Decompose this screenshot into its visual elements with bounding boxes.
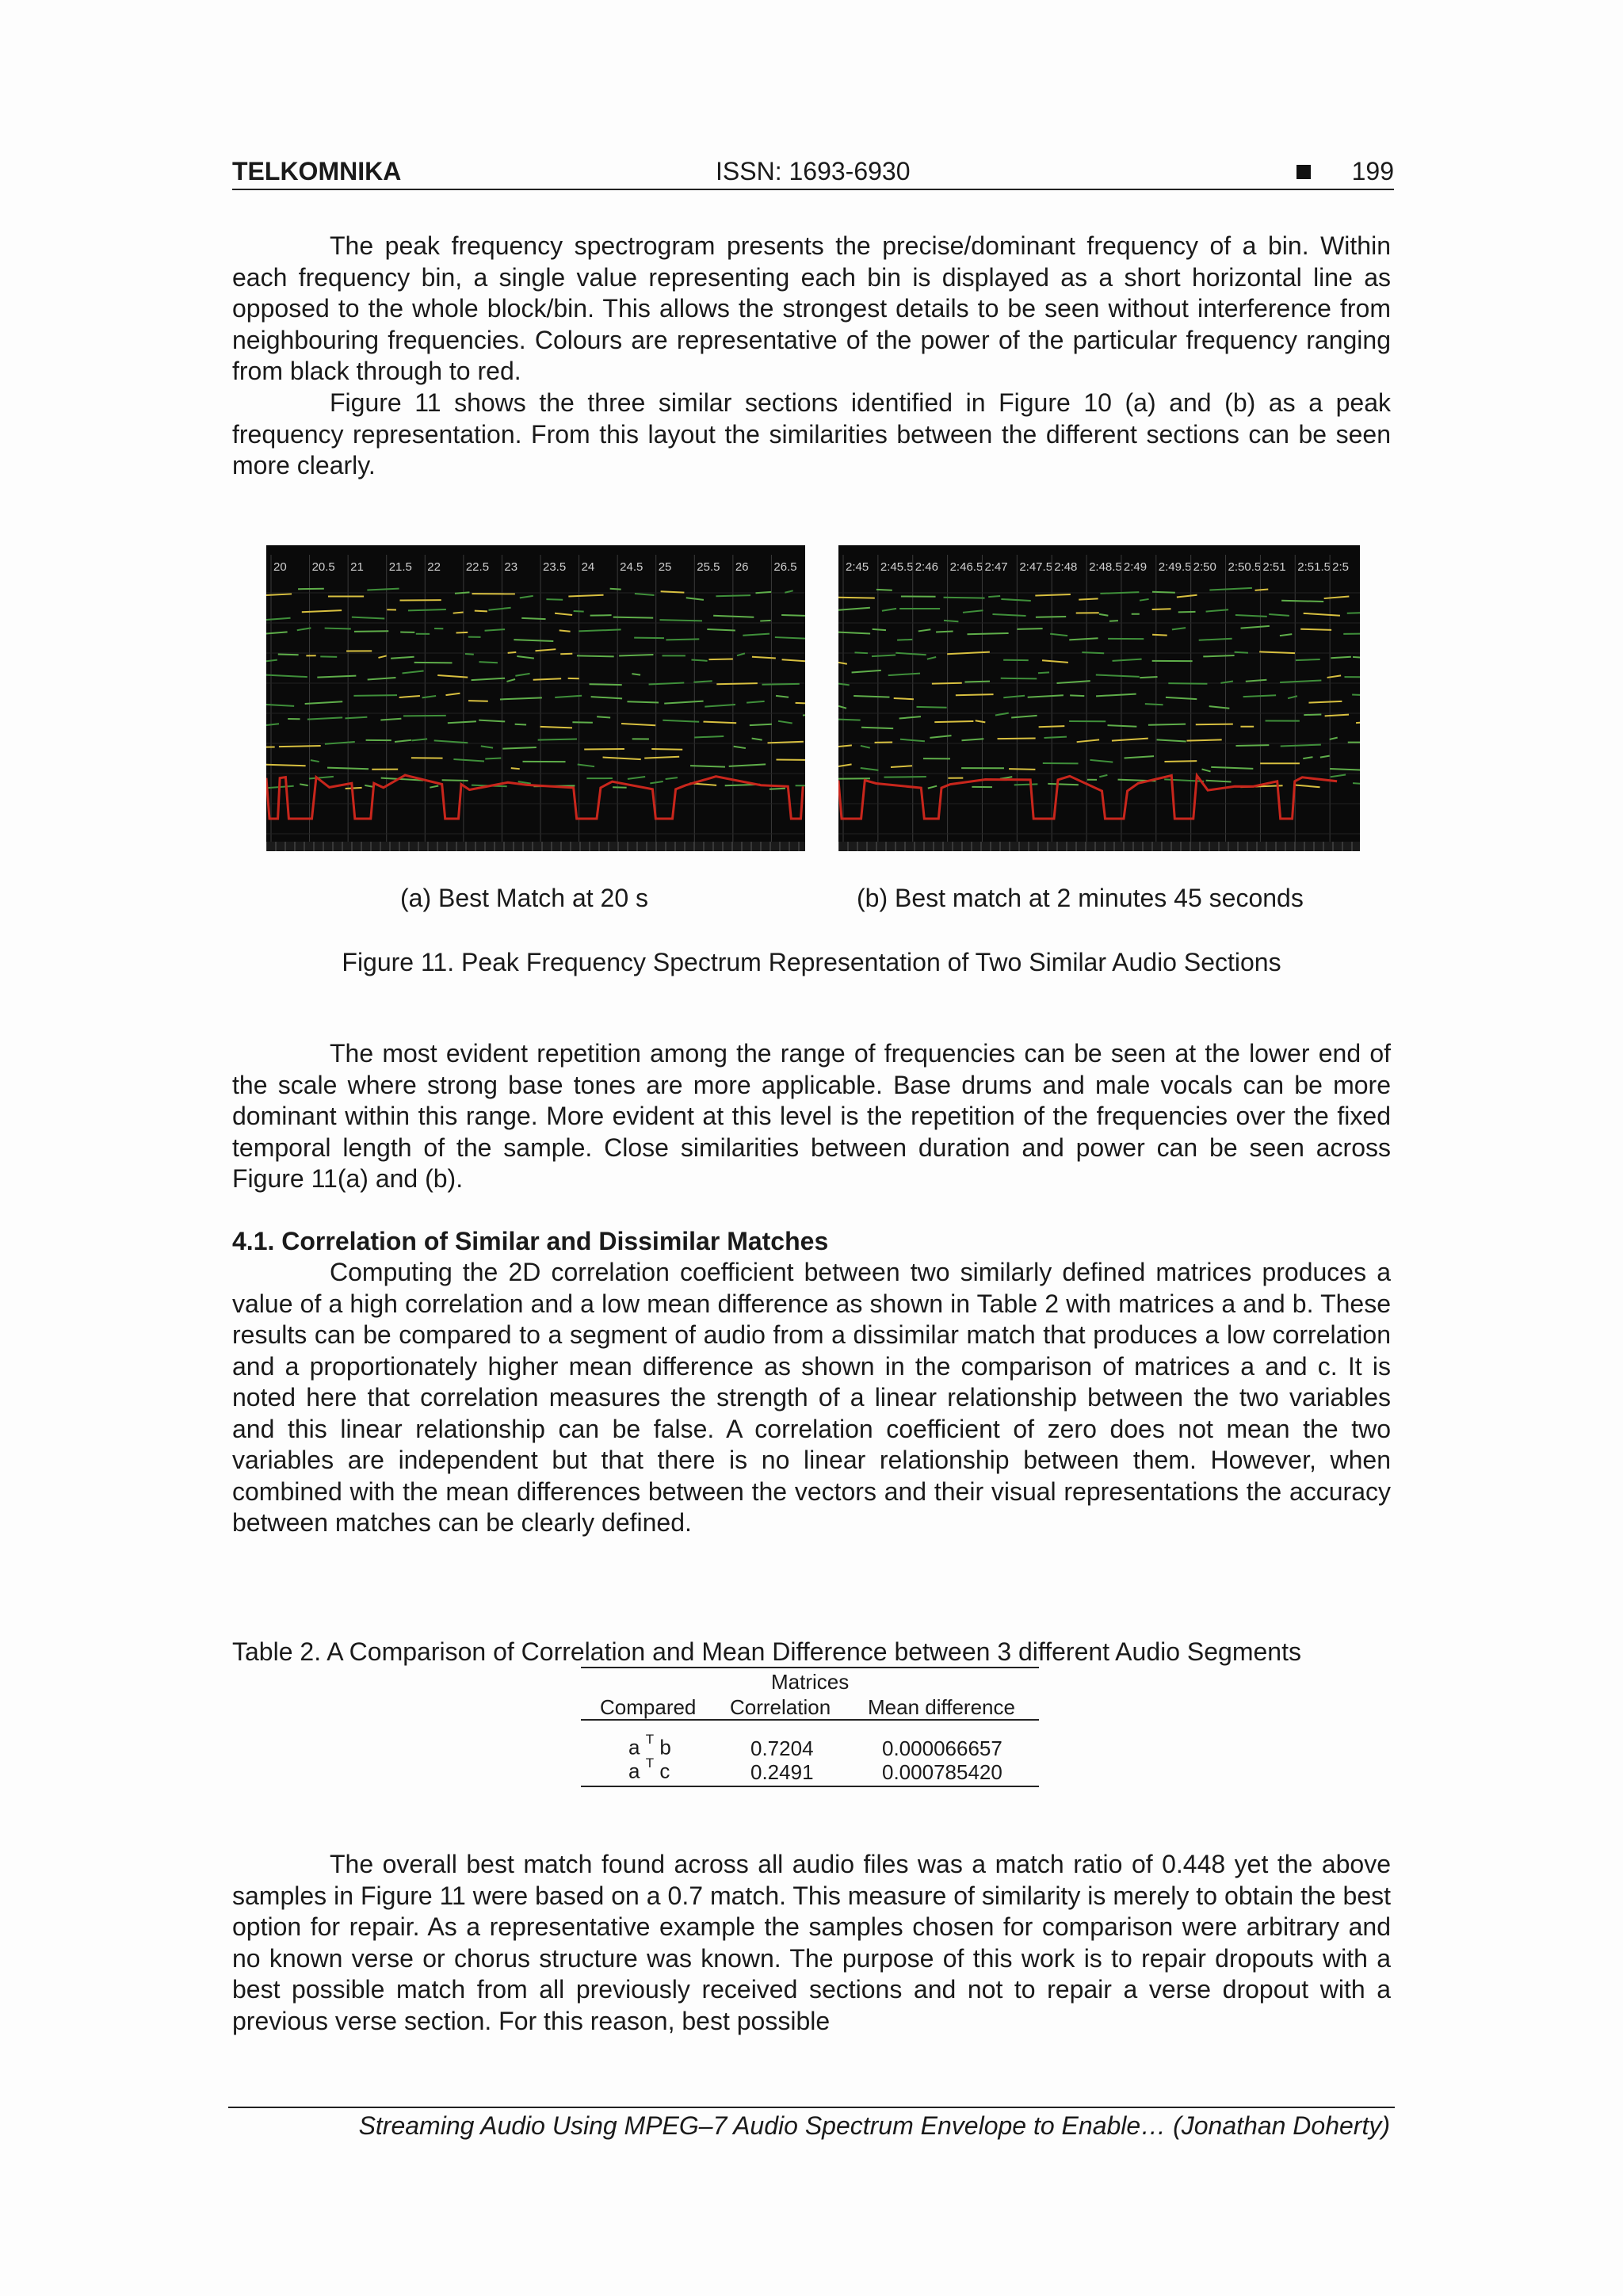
spectrogram-a-tick-label: 25.5	[697, 560, 720, 574]
spectrogram-b-tick-label: 2:45.5	[880, 560, 914, 574]
table-header-rule	[581, 1719, 1039, 1721]
spectrogram-a-tick-label: 25	[658, 560, 672, 574]
paragraph-3: The most evident repetition among the range of frequencies can be seen at the lower end of the scale where strong base tones are more applicable. Base drums and male vocals can be more dominant within this range. More evident at this level is the repetition of the frequencies over the fixed temporal length of the sample. Close similarities between duration and power can be seen across Figure 11(a) and (b).	[232, 1039, 1391, 1193]
row1-mean: 0.000066657	[882, 1736, 1002, 1760]
row2-correlation: 0.2491	[750, 1760, 814, 1784]
spectrogram-b-tick-label: 2:50	[1193, 560, 1216, 574]
spectrogram-a-tick-label: 24	[581, 560, 595, 574]
spectrogram-b-tick-label: 2:46.5	[949, 560, 983, 574]
spectrogram-a-tick-label: 26	[735, 560, 749, 574]
spectrogram-b-tick-label: 2:47	[984, 560, 1008, 574]
table-group-header: Matrices	[771, 1670, 850, 1694]
paragraph-2: Figure 11 shows the three similar sections identified in Figure 10 (a) and (b) as a peak frequency representation. From this layout the similarities between the different sections can be seen more clearly.	[232, 388, 1391, 479]
section-heading: 4.1. Correlation of Similar and Dissimilar Matches	[232, 1227, 829, 1255]
journal-name: TELKOMNIKA	[232, 157, 402, 185]
spectrogram-b-tick-label: 2:48.5	[1089, 560, 1122, 574]
spectrogram-b-tick-label: 2:51	[1262, 560, 1286, 574]
spectrogram-b-tick-label: 2:46	[915, 560, 938, 574]
spectrogram-b-tick-label: 2:51.5	[1297, 560, 1331, 574]
spectrogram-a-tick-label: 21.5	[388, 560, 412, 574]
spectrogram-b-tick-label: 2:45	[846, 560, 869, 574]
spectrogram-a-tick-label: 24.5	[620, 560, 643, 574]
paragraph-5: The overall best match found across all audio files was a match ratio of 0.448 yet the above samples in Figure 11 were based on a 0.7 match. This measure of similarity is merely to obtain the best option for repair. As a representative example the samples chosen for comparison were arbitrary and no known verse or chorus structure was known. The purpose of this work is to repair dropouts with a best possible match from all previously received sections and not to repair a verse dropout with a previous verse section. For this reason, best possible	[232, 1850, 1391, 2035]
spectrogram-b-tick-label: 2:49.5	[1158, 560, 1192, 574]
spectrogram-b-plot	[838, 545, 1360, 851]
spectrogram-a-tick-label: 21	[350, 560, 364, 574]
spectrogram-a-tick-label: 23	[504, 560, 518, 574]
row1-correlation: 0.7204	[750, 1736, 814, 1760]
spectrogram-a-tick-label: 20.5	[311, 560, 335, 574]
spectrogram-b-tick-label: 2:48	[1054, 560, 1078, 574]
spectrogram-a-tick-label: 26.5	[773, 560, 797, 574]
figure-caption: Figure 11. Peak Frequency Spectrum Representation of Two Similar Audio Sections	[342, 948, 1281, 976]
square-bullet-icon	[1296, 165, 1311, 179]
spectrogram-b	[838, 545, 1360, 851]
running-footer: Streaming Audio Using MPEG–7 Audio Spectrum Envelope to Enable… (Jonathan Doherty)	[358, 2111, 1390, 2140]
spectrogram-a	[266, 545, 805, 851]
spectrogram-a-plot	[266, 545, 805, 851]
issn: ISSN: 1693-6930	[716, 157, 911, 185]
spectrogram-b-tick-label: 2:5	[1332, 560, 1349, 574]
spectrogram-a-tick-label: 23.5	[543, 560, 567, 574]
header-mean-difference: Mean difference	[868, 1695, 1015, 1719]
spectrogram-b-tick-label: 2:50.5	[1228, 560, 1262, 574]
table-top-rule	[581, 1667, 1039, 1668]
header-compared: Compared	[600, 1695, 697, 1719]
paragraph-4: Computing the 2D correlation coefficient between two similarly defined matrices produces a value of a high correlation and a low mean difference as shown in Table 2 with matrices a and b. These results can be compared to a segment of audio from a dissimilar match that produces a low correlation and a proportionately higher mean difference as shown in the comparison of matrices a and c. It is noted here that correlation measures the strength of a linear relationship between the two variables and this linear relationship can be false. A correlation coefficient of zero does not mean the two variables are independent but that there is no linear relationship between them. However, when combined with the mean differences between the vectors and their visual representations the accuracy between matches can be clearly defined.	[232, 1258, 1391, 1537]
table-caption: Table 2. A Comparison of Correlation and Mean Difference between 3 different Audio Segments	[232, 1637, 1301, 1666]
spectrogram-b-tick-label: 2:49	[1123, 560, 1148, 574]
spectrogram-a-tick-label: 22	[427, 560, 441, 574]
subcaption-b: (b) Best match at 2 minutes 45 seconds	[857, 884, 1304, 912]
row2-mean: 0.000785420	[882, 1760, 1002, 1784]
comparison-table	[581, 1667, 1039, 1790]
running-header	[232, 154, 1394, 190]
table-bottom-rule	[581, 1786, 1039, 1787]
page-number: 199	[1351, 157, 1394, 185]
footer-rule	[228, 2107, 1395, 2108]
spectrogram-a-tick-label: 20	[273, 560, 287, 574]
spectrogram-a-tick-label: 22.5	[465, 560, 490, 574]
paragraph-1: The peak frequency spectrogram presents the precise/dominant frequency of a bin. Within each frequency bin, a single value representing each bin is displayed as a short horizontal line as opposed to the whole block/bin. This allows the strongest details to be seen without interference from neighbouring frequencies. Colours are representative of the power of the particular frequency ranging from black through to red.	[232, 231, 1391, 385]
row1-compared: a $^T$ b	[628, 1732, 671, 1759]
row2-compared: a $^T$ c	[628, 1755, 670, 1783]
subcaption-a: (a) Best Match at 20 s	[400, 884, 649, 912]
spectrogram-b-tick-label: 2:47.5	[1019, 560, 1053, 574]
header-correlation: Correlation	[730, 1695, 831, 1719]
